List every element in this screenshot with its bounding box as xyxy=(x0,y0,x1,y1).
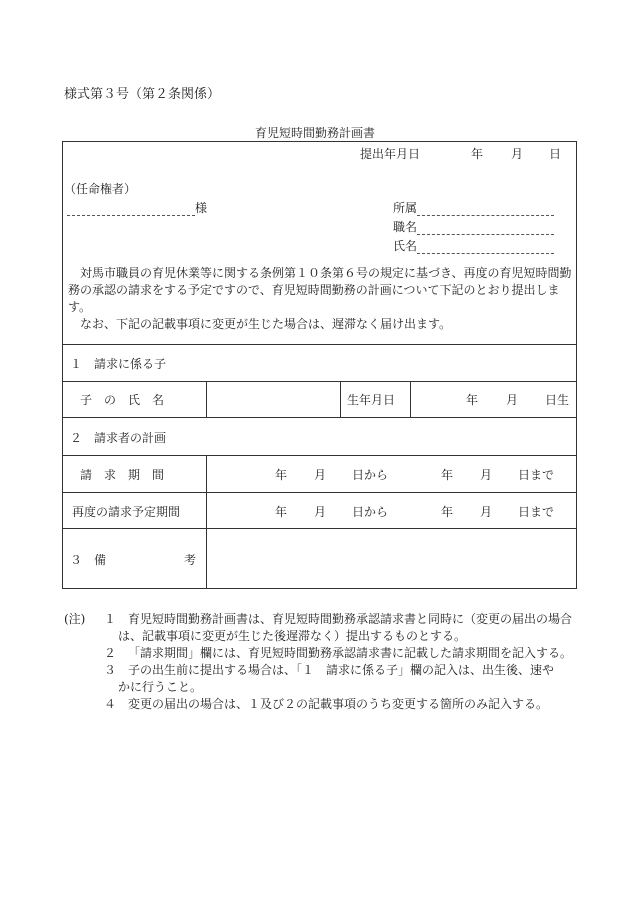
appointer-field[interactable] xyxy=(67,199,207,216)
body-paragraph-1: 対馬市職員の育児休業等に関する条例第１０条第６号の規定に基づき、再度の育児短時間勤務の承認の請求をする予定ですので、育児短時間勤務の計画について下記のとおり提出します。 xyxy=(68,266,572,314)
reapply-period-label: 再度の請求予定期間 xyxy=(72,505,181,519)
rule xyxy=(62,492,577,493)
reapply-to-year: 年 xyxy=(441,505,454,519)
note-text: かに行うこと。 xyxy=(118,680,203,694)
note-text: 子の出生前に提出する場合は、「１ 請求に係る子」欄の記入は、出生後、速や xyxy=(128,663,555,677)
form-number: 様式第３号（第２条関係） xyxy=(64,87,221,102)
note-number: ２ xyxy=(104,646,117,660)
name-field[interactable] xyxy=(393,237,554,254)
position-label: 職名 xyxy=(393,220,418,234)
request-to-month: 月 xyxy=(480,468,493,482)
request-to-year: 年 xyxy=(441,468,454,482)
note-number: ３ xyxy=(104,663,117,677)
note-continuation xyxy=(64,679,584,696)
note-text: は、記載事項に変更が生じた後遅滞なく）提出するものとする。 xyxy=(118,629,467,643)
request-from-year: 年 xyxy=(275,468,288,482)
birth-day: 日生 xyxy=(545,393,570,407)
rule xyxy=(62,417,577,418)
rule xyxy=(62,381,577,382)
section3-heading-end: 考 xyxy=(184,553,197,567)
section1-heading: １ 請求に係る子 xyxy=(70,357,167,371)
notes-label: (注) xyxy=(64,612,86,626)
note-text: 「請求期間」欄には、育児短時間勤務承認請求書に記載した請求期間を記入する。 xyxy=(128,646,573,660)
child-name-input[interactable] xyxy=(212,384,336,414)
reapply-from-day: 日から xyxy=(352,505,389,519)
note-item xyxy=(64,662,584,679)
note-item xyxy=(64,645,584,662)
body-text xyxy=(68,265,574,333)
rule xyxy=(340,381,341,417)
birth-year: 年 xyxy=(466,393,479,407)
rule xyxy=(62,455,577,456)
note-text: 育児短時間勤務計画書は、育児短時間勤務承認請求書と同時に（変更の届出の場合 xyxy=(128,612,573,626)
birth-month: 月 xyxy=(506,393,519,407)
submission-date-label: 提出年月日 xyxy=(360,147,421,161)
note-item xyxy=(64,611,584,628)
request-from-day: 日から xyxy=(352,468,389,482)
appointer-suffix: 様 xyxy=(195,201,208,215)
section3-heading: ３ 備 xyxy=(70,553,107,567)
rule xyxy=(62,528,577,529)
reapply-from-month: 月 xyxy=(314,505,327,519)
request-from-month: 月 xyxy=(314,468,327,482)
document-title: 育児短時間勤務計画書 xyxy=(254,126,375,140)
reapply-to-day: 日まで xyxy=(518,505,555,519)
note-number: ４ xyxy=(104,697,117,711)
submission-day: 日 xyxy=(549,147,562,161)
section2-heading: ２ 請求者の計画 xyxy=(70,431,167,445)
rule xyxy=(206,381,207,417)
note-text: 変更の届出の場合は、１及び２の記載事項のうち変更する箇所のみ記入する。 xyxy=(128,697,549,711)
note-item xyxy=(64,696,584,713)
rule xyxy=(410,381,411,417)
notes xyxy=(64,611,584,713)
remarks-input[interactable] xyxy=(212,532,572,586)
rule xyxy=(62,344,577,345)
affiliation-label: 所属 xyxy=(393,201,418,215)
submission-year: 年 xyxy=(471,147,484,161)
child-name-label: 子 の 氏 名 xyxy=(80,393,165,407)
position-field[interactable] xyxy=(393,218,554,235)
reapply-from-year: 年 xyxy=(275,505,288,519)
reapply-to-month: 月 xyxy=(480,505,493,519)
submission-month: 月 xyxy=(511,147,524,161)
request-to-day: 日まで xyxy=(518,468,555,482)
body-paragraph-2: なお、下記の記載事項に変更が生じた場合は、遅滞なく届け出ます。 xyxy=(80,317,452,331)
birthdate-label: 生年月日 xyxy=(347,393,396,407)
request-period-label: 請 求 期 間 xyxy=(80,468,165,482)
note-number: １ xyxy=(104,612,117,626)
affiliation-field[interactable] xyxy=(393,199,554,216)
appointer-label: （任命権者） xyxy=(64,182,137,196)
note-continuation xyxy=(64,628,584,645)
rule xyxy=(206,455,207,589)
name-label: 氏名 xyxy=(393,239,418,253)
